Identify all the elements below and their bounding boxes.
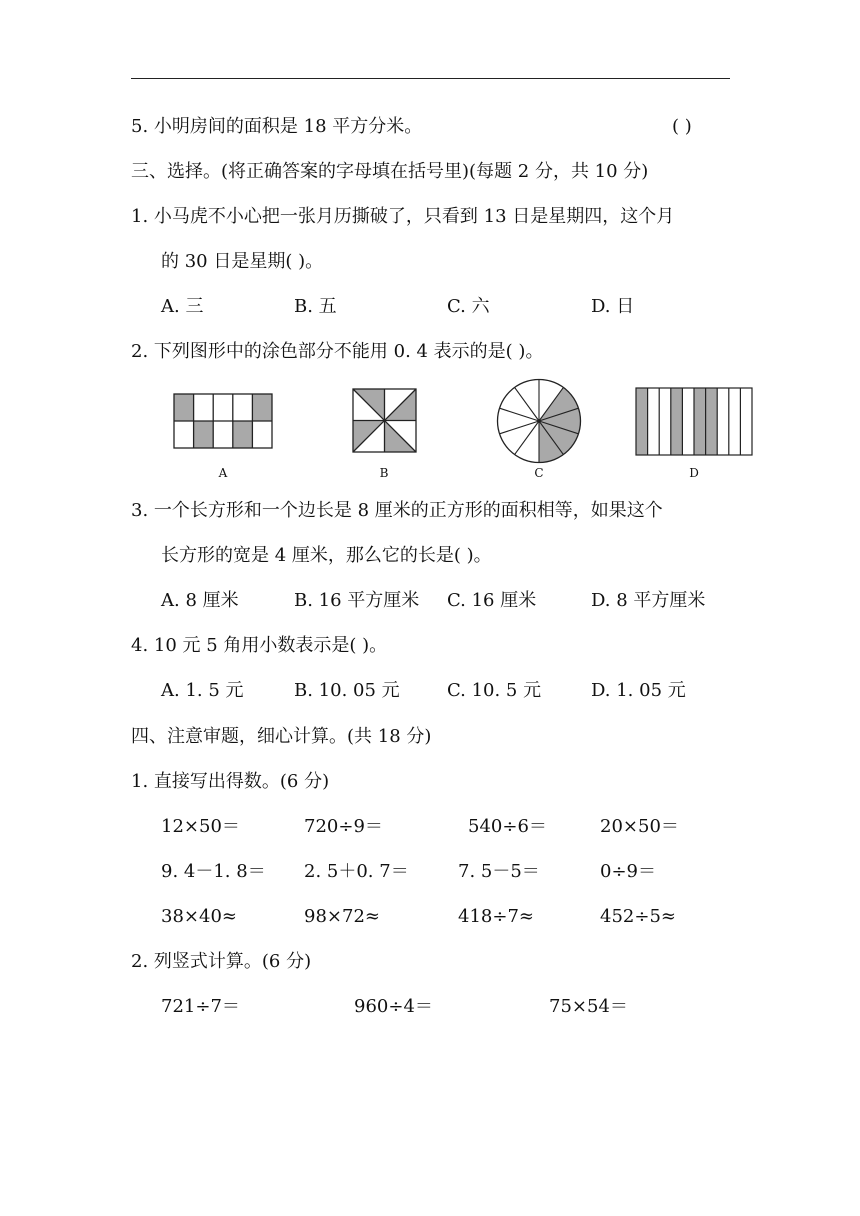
q1-option-b: B. 五 <box>294 296 337 317</box>
q4-line1: 4. 10 元 5 角用小数表示是( )。 <box>131 635 388 656</box>
q3-option-b: B. 16 平方厘米 <box>294 590 420 611</box>
section-4-title: 四、注意审题，细心计算。(共 18 分) <box>131 726 432 747</box>
q3-line1: 3. 一个长方形和一个边长是 8 厘米的正方形的面积相等，如果这个 <box>131 500 663 521</box>
part-2-title: 2. 列竖式计算。(6 分) <box>131 951 312 972</box>
calc-item: 38×40≈ <box>161 906 237 927</box>
q4-option-b: B. 10. 05 元 <box>294 680 400 701</box>
figure-a-label: A <box>218 466 228 480</box>
figure-c-circle <box>496 378 582 464</box>
calc-item: 98×72≈ <box>304 906 380 927</box>
answer-paren: ( ) <box>672 116 692 137</box>
q4-option-d: D. 1. 05 元 <box>591 680 686 701</box>
q1-line2: 的 30 日是星期( )。 <box>161 251 324 272</box>
figure-d-strips <box>635 387 753 456</box>
q1-option-d: D. 日 <box>591 296 635 317</box>
figure-b-square <box>352 388 417 453</box>
figure-d-label: D <box>689 466 699 480</box>
part-1-title: 1. 直接写出得数。(6 分) <box>131 771 330 792</box>
calc-item: 9. 4－1. 8＝ <box>161 861 266 882</box>
header-rule <box>131 78 730 79</box>
sector-divider <box>515 421 539 455</box>
calc-item: 452÷5≈ <box>600 906 676 927</box>
section-3-title: 三、选择。(将正确答案的字母填在括号里)(每题 2 分，共 10 分) <box>131 161 649 182</box>
calc-item: 418÷7≈ <box>458 906 534 927</box>
q4-option-c: C. 10. 5 元 <box>447 680 542 701</box>
q3-option-c: C. 16 厘米 <box>447 590 537 611</box>
calc-item: 20×50＝ <box>600 816 679 837</box>
sector-divider <box>500 421 539 434</box>
figure-b-label: B <box>379 466 389 480</box>
figure-c-label: C <box>534 466 544 480</box>
judge-question-5: 5. 小明房间的面积是 18 平方分米。 <box>131 116 423 137</box>
q3-line2: 长方形的宽是 4 厘米，那么它的长是( )。 <box>161 545 492 566</box>
vertical-calc-item: 75×54＝ <box>549 996 628 1017</box>
calc-item: 12×50＝ <box>161 816 240 837</box>
q1-option-a: A. 三 <box>161 296 204 317</box>
calc-item: 540÷6＝ <box>468 816 547 837</box>
calc-item: 2. 5＋0. 7＝ <box>304 861 409 882</box>
q2-line1: 2. 下列图形中的涂色部分不能用 0. 4 表示的是( )。 <box>131 341 544 362</box>
vertical-calc-item: 721÷7＝ <box>161 996 240 1017</box>
q3-option-a: A. 8 厘米 <box>161 590 239 611</box>
calc-item: 7. 5－5＝ <box>458 861 540 882</box>
q1-option-c: C. 六 <box>447 296 490 317</box>
figure-a-grid <box>173 393 273 449</box>
q1-line1: 1. 小马虎不小心把一张月历撕破了，只看到 13 日是星期四，这个月 <box>131 206 675 227</box>
q4-option-a: A. 1. 5 元 <box>161 680 244 701</box>
vertical-calc-item: 960÷4＝ <box>354 996 433 1017</box>
sector-divider <box>500 408 539 421</box>
calc-item: 720÷9＝ <box>304 816 383 837</box>
q3-option-d: D. 8 平方厘米 <box>591 590 706 611</box>
sector-divider <box>515 387 539 421</box>
calc-item: 0÷9＝ <box>600 861 656 882</box>
